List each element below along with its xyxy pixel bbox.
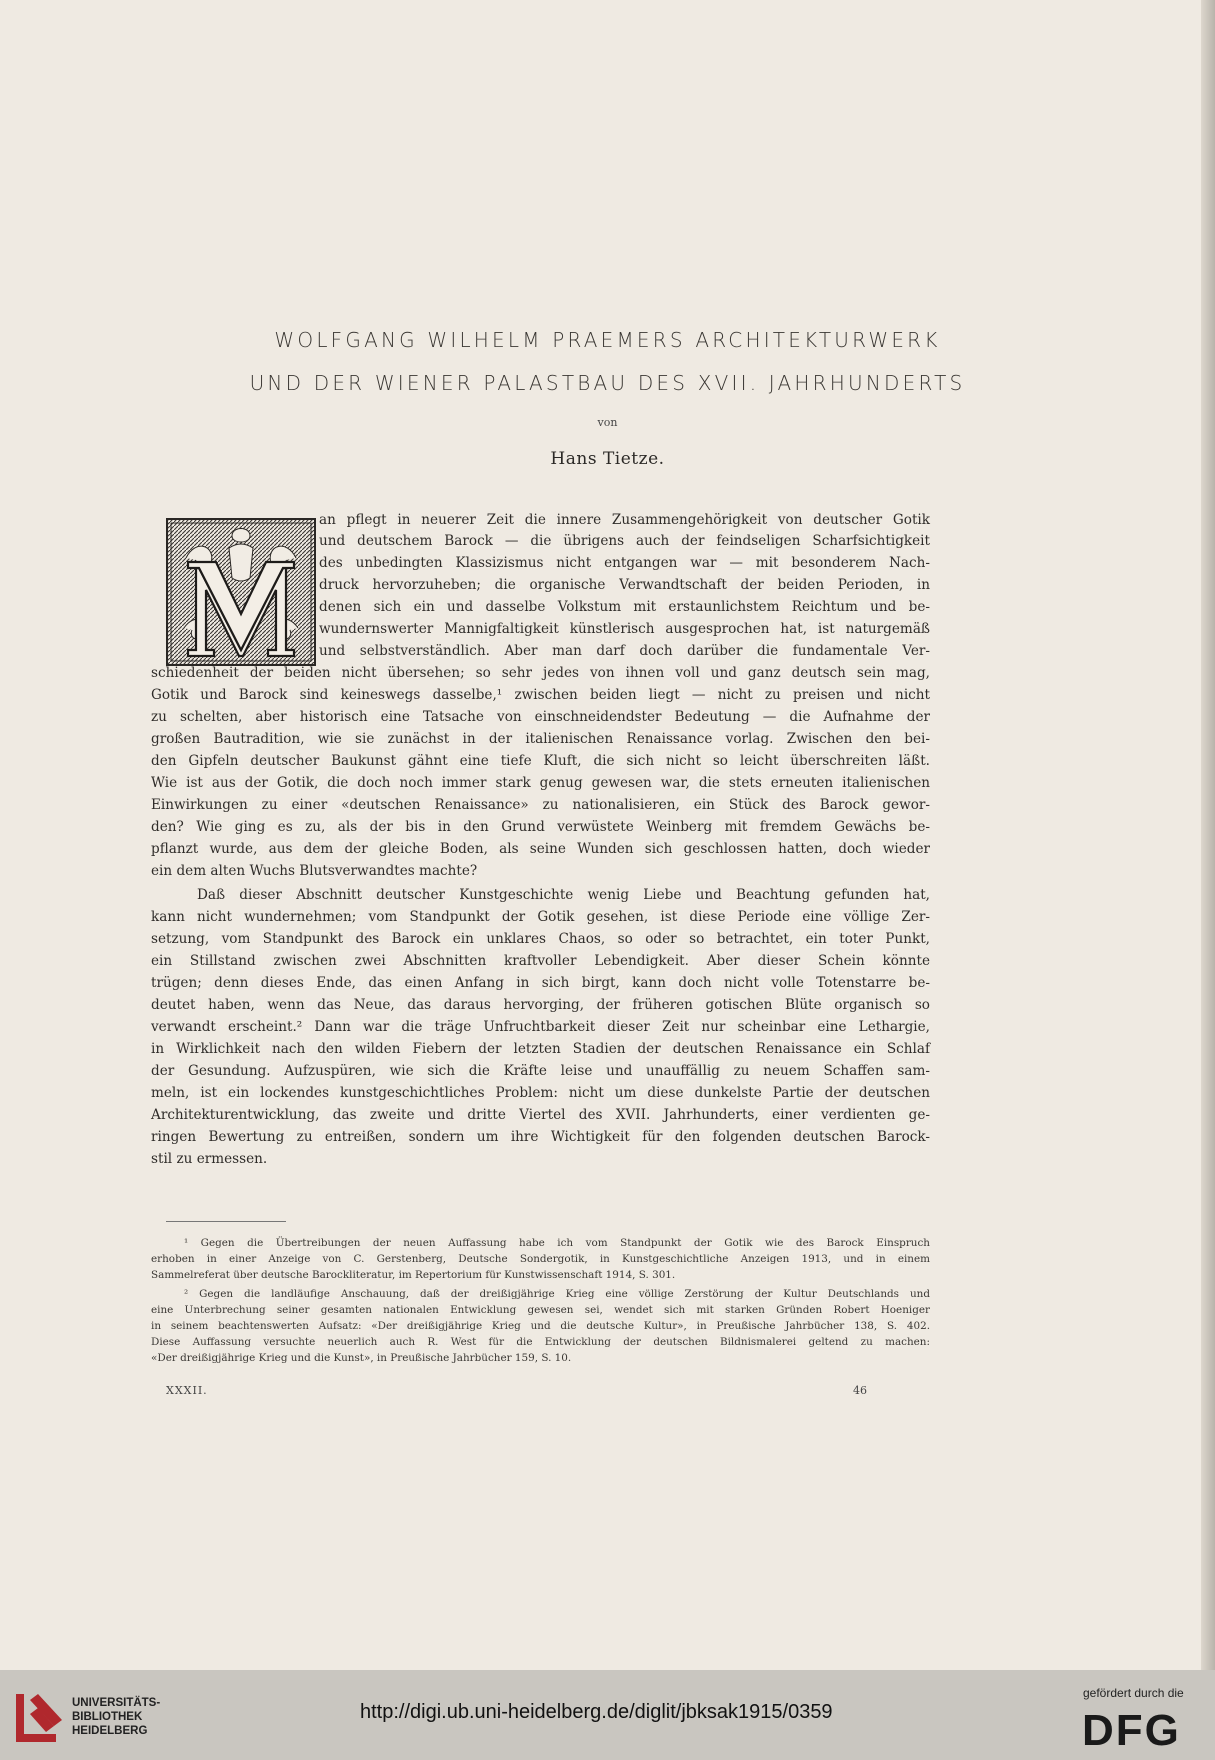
paragraph-2-line: Daß dieser Abschnitt deutscher Kunstgeschichte wenig Liebe und Beachtung gefunden hat, (197, 887, 930, 903)
footnote-1-line: erhoben in einer Anzeige von C. Gerstenberg, Deutsche Sondergotik, in Kunstgeschichtliche Anzeigen 1913, und in einem (151, 1253, 930, 1265)
library-name (72, 1696, 160, 1738)
dfg-logo: DFG (1082, 1706, 1181, 1755)
paragraph-1-line: den Gipfeln deutscher Baukunst gähnt eine tiefe Kluft, die sich nicht so leicht überschreiten läßt. (151, 753, 930, 769)
paragraph-2-line: meln, ist ein lockendes kunstgeschichtliches Problem: nicht um diese dunkelste Partie der deutschen (151, 1085, 930, 1101)
paragraph-2-line: kann nicht wundernehmen; vom Standpunkt der Gotik gesehen, ist diese Periode eine völlige Zer- (151, 909, 930, 925)
paragraph-2-line: Architekturentwicklung, das zweite und dritte Viertel des XVII. Jahrhunderts, einer verdienten ge- (151, 1107, 930, 1123)
library-name-line-1: UNIVERSITÄTS- (72, 1697, 161, 1709)
footnote-1-line: Sammelreferat über deutsche Barockliteratur, im Repertorium für Kunstwissenschaft 1914, S. 301. (151, 1269, 676, 1281)
paragraph-1-line: und deutschem Barock — die übrigens auch der feindseligen Scharfsichtigkeit (319, 533, 930, 549)
paragraph-1-line: denen sich ein und dasselbe Volkstum mit erstaunlichstem Reichtum und be- (319, 599, 930, 615)
page-edge (1201, 0, 1215, 1670)
footnote-2-line: «Der dreißigjährige Krieg und die Kunst», in Preußische Jahrbücher 159, S. 10. (151, 1352, 572, 1364)
decorated-initial-m-icon (166, 518, 316, 666)
library-name-line-3: HEIDELBERG (72, 1725, 148, 1737)
byline-von: von (597, 416, 618, 429)
paragraph-2-line: setzung, vom Standpunkt des Barock ein unklares Chaos, so oder so betrachtet, ein toter Punkt, (151, 931, 930, 947)
footnote-2-line: in seinem beachtenswerten Aufsatz: «Der dreißigjährige Krieg und die deutsche Kultur», in Preußische Jahrbücher 138, S. 402. (151, 1320, 930, 1332)
university-library-logo-icon (10, 1690, 70, 1748)
paragraph-1-line: pflanzt wurde, aus dem der gleiche Boden, als seine Wunden sich geschlossen hatten, doch wieder (151, 841, 930, 857)
article-title-line-2: UND DER WIENER PALASTBAU DES XVII. JAHRHUNDERTS (249, 371, 966, 395)
author-name: Hans Tietze. (550, 449, 665, 469)
funding-caption: gefördert durch die (1083, 1686, 1184, 1700)
paragraph-1-line: schiedenheit der beiden nicht übersehen; so sehr jedes von ihnen voll und ganz deutsch sein mag, (151, 665, 930, 681)
paragraph-2-line: verwandt erscheint.² Dann war die träge Unfruchtbarkeit dieser Zeit nur scheinbar eine Lethargie, (151, 1019, 930, 1035)
page-number: 46 (853, 1384, 867, 1397)
paragraph-1-line: und selbstverständlich. Aber man darf doch darüber die fundamentale Ver- (319, 643, 930, 659)
permalink-url[interactable]: http://digi.ub.uni-heidelberg.de/diglit/jbksak1915/0359 (360, 1701, 833, 1723)
footnote-divider (166, 1221, 286, 1222)
paragraph-1-line: ein dem alten Wuchs Blutsverwandtes machte? (151, 863, 478, 879)
paragraph-2-line: stil zu ermessen. (151, 1151, 268, 1167)
paragraph-2-line: ein Stillstand zwischen zwei Abschnitten kraftvoller Lebendigkeit. Aber dieser Schein könnte (151, 953, 930, 969)
paragraph-1-line: Einwirkungen zu einer «deutschen Renaissance» zu nationalisieren, ein Stück des Barock gewor- (151, 797, 930, 813)
paragraph-1-line: des unbedingten Klassizismus nicht entgangen war — mit besonderem Nach- (319, 555, 930, 571)
footnote-2-line: Diese Auffassung versuchte neuerlich auch R. West für die Entwicklung der deutschen Bildnismalerei geltend zu machen: (151, 1336, 930, 1348)
paragraph-2-line: trügen; denn dieses Ende, das einen Anfang in sich birgt, kann doch nicht volle Totenstarre be- (151, 975, 930, 991)
paragraph-1-line: Wie ist aus der Gotik, die doch noch immer stark genug gewesen war, die stets erneuten italienischen (151, 775, 930, 791)
signature-mark: XXXII. (166, 1384, 208, 1397)
paragraph-2-line: der Gesundung. Aufzuspüren, wie sich die Kräfte leise und unauffällig zu neuem Schaffen sam- (151, 1063, 930, 1079)
article-title-line-1: WOLFGANG WILHELM PRAEMERS ARCHITEKTURWERK (274, 328, 941, 352)
paragraph-1-line: druck hervorzuheben; die organische Verwandtschaft der beiden Perioden, in (319, 577, 930, 593)
paragraph-1-line: wundernswerter Mannigfaltigkeit künstlerisch ausgesprochen hat, ist naturgemäß (319, 621, 930, 637)
paragraph-1-line: zu schelten, aber historisch eine Tatsache von einschneidendster Bedeutung — die Aufnahme der (151, 709, 930, 725)
paragraph-2-line: in Wirklichkeit nach den wilden Fiebern der letzten Stadien der deutschen Renaissance ein Schlaf (151, 1041, 930, 1057)
footnote-2-line: ² Gegen die landläufige Anschauung, daß der dreißigjährige Krieg eine völlige Zerstörung der Kultur Deutschlands und (184, 1288, 930, 1300)
paragraph-1-line: an pflegt in neuerer Zeit die innere Zusammengehörigkeit von deutscher Gotik (319, 512, 930, 528)
digitization-footer (0, 1670, 1215, 1760)
paragraph-2-line: deutet haben, wenn das Neue, das daraus hervorging, der früheren gotischen Blüte organisch so (151, 997, 930, 1013)
paragraph-1-line: großen Bautradition, wie sie zunächst in der italienischen Renaissance vorlag. Zwischen den bei- (151, 731, 930, 747)
footnote-1-line: ¹ Gegen die Übertreibungen der neuen Auffassung habe ich vom Standpunkt der Gotik wie des Barock Einspruch (184, 1237, 930, 1249)
paragraph-1-line: den? Wie ging es zu, als der bis in den Grund verwüstete Weinberg mit fremdem Gewächs be- (151, 819, 930, 835)
library-name-line-2: BIBLIOTHEK (72, 1711, 143, 1723)
paragraph-1-line: Gotik und Barock sind keineswegs dasselbe,¹ zwischen beiden liegt — nicht zu preisen und nicht (151, 687, 930, 703)
paragraph-2-line: ringen Bewertung zu entreißen, sondern um ihre Wichtigkeit für den folgenden deutschen Barock- (151, 1129, 930, 1145)
footnote-2-line: eine Unterbrechung seiner gesamten nationalen Entwicklung gewesen sei, wendet sich mit starken Gründen Robert Hoeniger (151, 1304, 930, 1316)
